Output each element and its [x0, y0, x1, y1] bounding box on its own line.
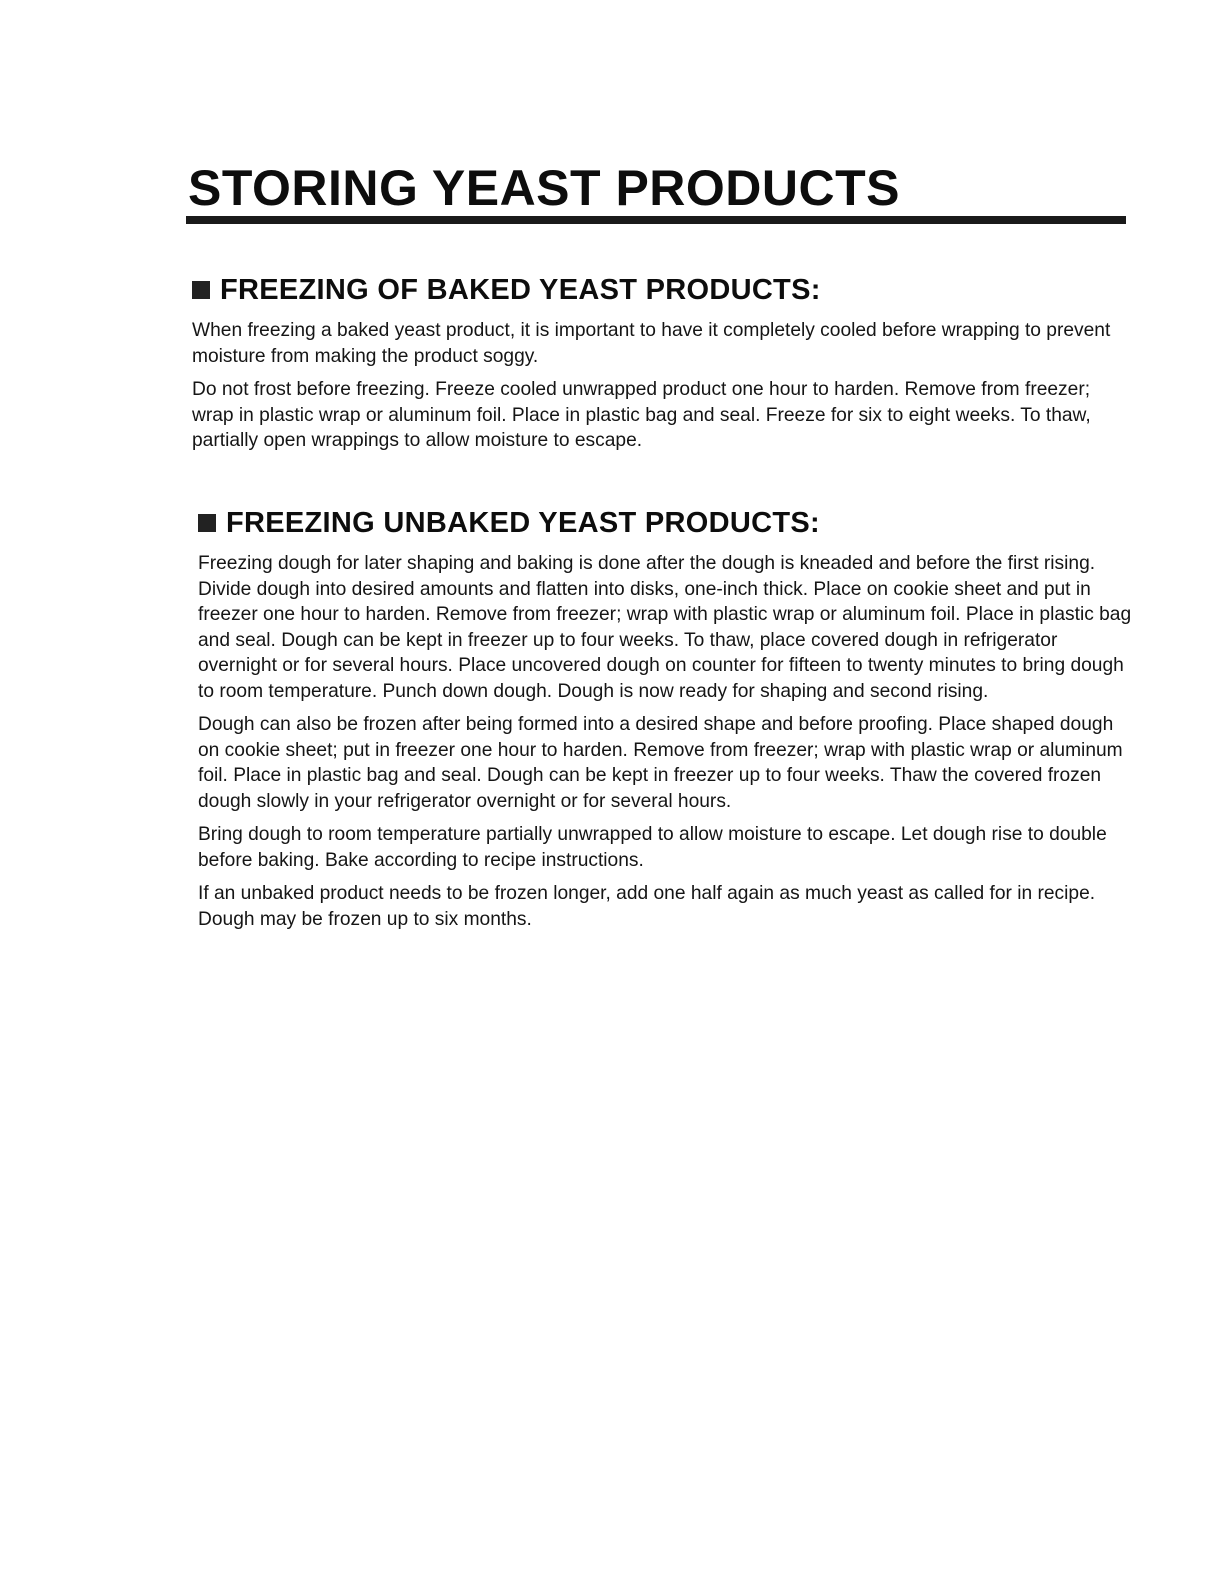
- page-title: STORING YEAST PRODUCTS: [188, 160, 901, 216]
- section-baked-products: [192, 272, 1127, 462]
- paragraph: Freezing dough for later shaping and baking is done after the dough is kneaded and before the first rising. Divide dough into desired amounts and flatten into disks, one-inch thick. Place on cookie sheet and put in freezer one hour to harden. Remove from freezer; wrap with plastic wrap or aluminum foil. Place in plastic bag and seal. Dough can be kept in freezer up to four weeks. To thaw, place covered dough in refrigerator overnight or for several hours. Place uncovered dough on counter for fifteen to twenty minutes to bring dough to room temperature. Punch down dough. Dough is now ready for shaping and second rising.: [198, 553, 1132, 702]
- section-heading-text: FREEZING OF BAKED YEAST PRODUCTS:: [220, 274, 821, 306]
- title-underline-rule: [186, 216, 1126, 224]
- paragraph: Bring dough to room temperature partially unwrapped to allow moisture to escape. Let dough rise to double before baking. Bake according to recipe instructions.: [198, 824, 1107, 871]
- square-bullet-icon: [198, 514, 216, 532]
- paragraph: If an unbaked product needs to be frozen longer, add one half again as much yeast as called for in recipe. Dough may be frozen up to six months.: [198, 883, 1096, 930]
- square-bullet-icon: [192, 281, 210, 299]
- section-heading-text: FREEZING UNBAKED YEAST PRODUCTS:: [226, 507, 820, 539]
- paragraph: Dough can also be frozen after being formed into a desired shape and before proofing. Place shaped dough on cookie sheet; put in freezer one hour to harden. Remove from freezer; wrap with plastic wrap or aluminum foil. Place in plastic bag and seal. Dough can be kept in freezer up to four weeks. Thaw the covered frozen dough slowly in your refrigerator overnight or for several hours.: [198, 714, 1123, 812]
- section-heading: [192, 272, 1127, 308]
- section-unbaked-products: [198, 505, 1133, 940]
- paragraph: When freezing a baked yeast product, it is important to have it completely cooled before wrapping to prevent moisture from making the product soggy.: [192, 320, 1111, 367]
- section-heading: [198, 505, 1133, 541]
- paragraph: Do not frost before freezing. Freeze cooled unwrapped product one hour to harden. Remove from freezer; wrap in plastic wrap or aluminum foil. Place in plastic bag and seal. Freeze for six to eight weeks. To thaw, partially open wrappings to allow moisture to escape.: [192, 379, 1091, 451]
